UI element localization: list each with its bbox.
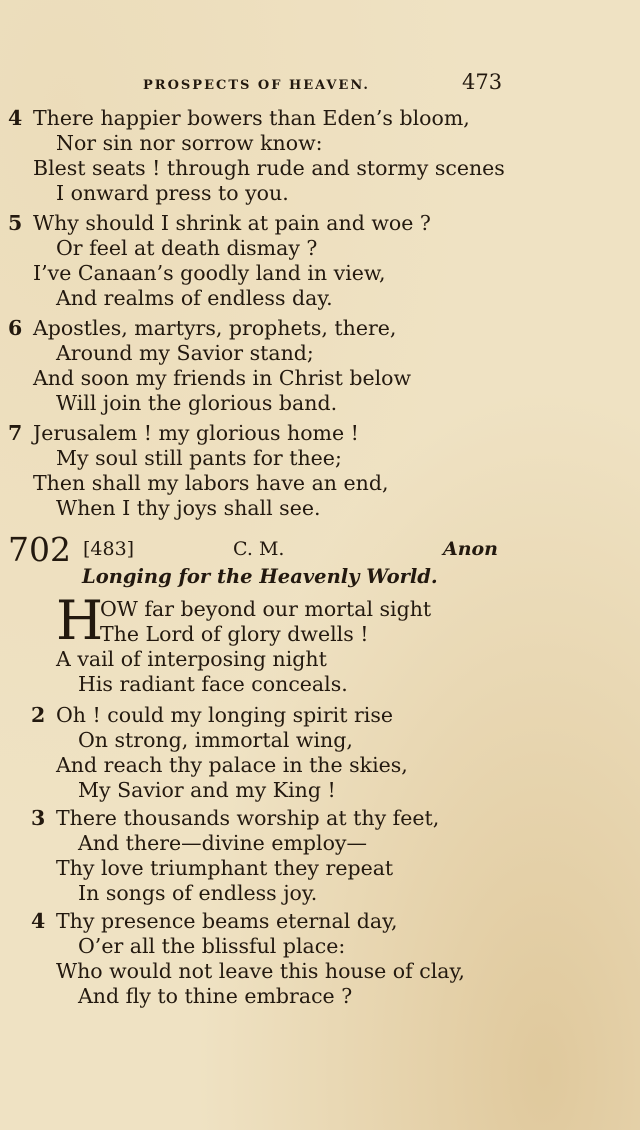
stanza-number: 4: [8, 106, 23, 130]
verse-line: Thy love triumphant they repeat: [56, 856, 394, 880]
verse-line: Jerusalem ! my glorious home !: [33, 421, 359, 445]
verse-line: And reach thy palace in the skies,: [56, 753, 408, 777]
verse-line: And soon my friends in Christ below: [33, 366, 412, 390]
verse-line: There happier bowers than Eden’s bloom,: [33, 106, 470, 130]
hymn-stanza-2: [31, 703, 408, 803]
verse-line: In songs of endless joy.: [78, 881, 318, 905]
page-number: 473: [462, 70, 503, 94]
verse-line: On strong, immortal wing,: [78, 728, 353, 752]
prev-stanza-7: [8, 421, 389, 521]
verse-line: A vail of interposing night: [56, 647, 327, 671]
stanza-number: 7: [8, 421, 23, 445]
verse-line: My Savior and my King !: [78, 778, 336, 802]
hymn-stanza-3: [31, 806, 440, 906]
drop-cap: H: [56, 589, 104, 652]
prev-stanza-5: [8, 211, 431, 311]
verse-line: Why should I shrink at pain and woe ?: [33, 211, 431, 235]
hymn-author: Anon: [442, 538, 498, 560]
verse-line: Will join the glorious band.: [56, 391, 338, 415]
verse-line: And fly to thine embrace ?: [78, 984, 353, 1008]
stanza-number: 6: [8, 316, 23, 340]
verse-line: The Lord of glory dwells !: [100, 622, 369, 646]
verse-line: And realms of endless day.: [56, 286, 333, 310]
verse-line: O’er all the blissful place:: [78, 934, 346, 958]
hymn-meter: C. M.: [233, 538, 285, 560]
verse-line: Oh ! could my longing spirit rise: [56, 703, 393, 727]
hymn-stanza-4: [31, 909, 465, 1009]
verse-line: There thousands worship at thy feet,: [56, 806, 440, 830]
verse-line: OW far beyond our mortal sight: [100, 597, 432, 621]
stanza-number: 2: [31, 703, 46, 727]
verse-line: Nor sin nor sorrow know:: [56, 131, 323, 155]
verse-line: Thy presence beams eternal day,: [56, 909, 398, 933]
verse-line: I’ve Canaan’s goodly land in view,: [33, 261, 386, 285]
verse-line: His radiant face conceals.: [78, 672, 348, 696]
running-title: PROSPECTS OF HEAVEN.: [143, 78, 370, 93]
verse-line: When I thy joys shall see.: [56, 496, 321, 520]
verse-line: My soul still pants for thee;: [56, 446, 342, 470]
verse-line: And there—divine employ—: [78, 831, 367, 855]
verse-line: Around my Savior stand;: [56, 341, 314, 365]
verse-line: Who would not leave this house of clay,: [56, 959, 465, 983]
hymn-stanza-1: [0, 589, 432, 697]
stanza-number: 5: [8, 211, 23, 235]
verse-line: Or feel at death dismay ?: [56, 236, 318, 260]
hymn-title: Longing for the Heavenly World.: [82, 565, 438, 588]
hymn-number: 702: [8, 530, 71, 569]
stanza-number: 3: [31, 806, 46, 830]
hymn-reference: [483]: [83, 538, 135, 560]
stanza-number: 4: [31, 909, 46, 933]
prev-stanza-6: [8, 316, 412, 416]
page-header: [0, 70, 640, 100]
verse-line: I onward press to you.: [56, 181, 289, 205]
hymn-heading: [8, 532, 498, 568]
verse-line: Then shall my labors have an end,: [33, 471, 389, 495]
prev-stanza-4: [8, 106, 505, 206]
verse-line: Apostles, martyrs, prophets, there,: [33, 316, 397, 340]
verse-line: Blest seats ! through rude and stormy scenes: [33, 156, 505, 180]
